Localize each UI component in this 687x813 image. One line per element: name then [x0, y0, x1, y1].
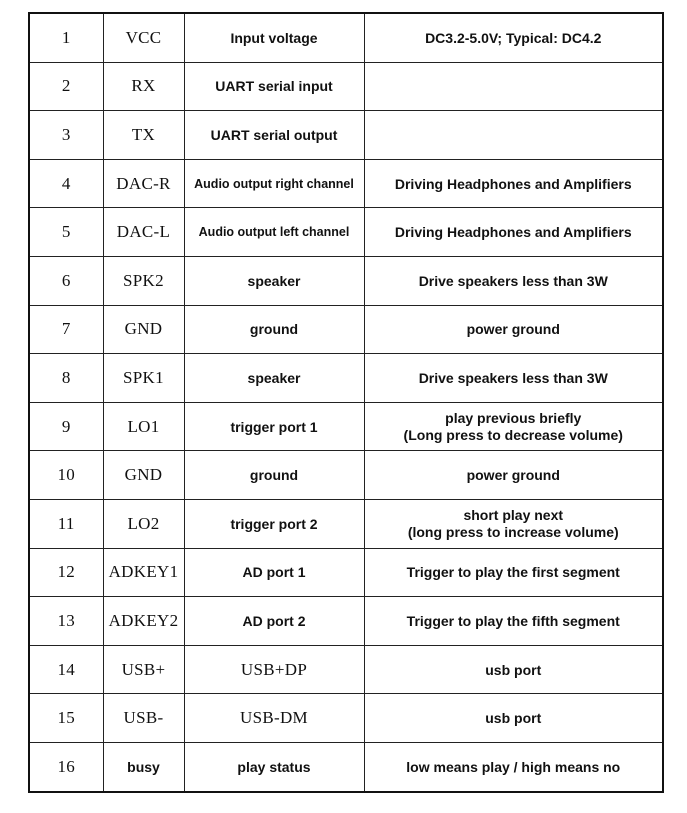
pin-number-cell: 8 — [29, 354, 103, 403]
pin-name-cell: DAC-L — [103, 208, 184, 257]
table-row — [29, 111, 663, 160]
description-line: short play next — [463, 506, 564, 523]
pin-function-cell: speaker — [184, 256, 364, 305]
pin-function-cell: ground — [184, 451, 364, 500]
pin-definition-table — [28, 12, 664, 793]
pin-number-cell: 11 — [29, 499, 103, 548]
pin-description-cell: power ground — [364, 451, 663, 500]
pin-table-body — [29, 13, 663, 792]
pin-description-cell — [364, 402, 663, 451]
table-row — [29, 13, 663, 62]
pin-number-cell: 13 — [29, 597, 103, 646]
pin-description-cell: usb port — [364, 645, 663, 694]
pin-name-cell: TX — [103, 111, 184, 160]
pin-function-cell: AD port 1 — [184, 548, 364, 597]
pin-description-cell: DC3.2-5.0V; Typical: DC4.2 — [364, 13, 663, 62]
pin-description-cell — [364, 499, 663, 548]
pin-number-cell: 3 — [29, 111, 103, 160]
table-row — [29, 402, 663, 451]
pin-description-cell: Driving Headphones and Amplifiers — [364, 159, 663, 208]
pin-number-cell: 12 — [29, 548, 103, 597]
description-line: (Long press to decrease volume) — [403, 426, 623, 443]
description-line: (long press to increase volume) — [407, 523, 619, 540]
pin-name-cell: USB+ — [103, 645, 184, 694]
table-row — [29, 451, 663, 500]
pin-description-cell — [364, 111, 663, 160]
pin-function-cell: UART serial output — [184, 111, 364, 160]
pin-number-cell: 9 — [29, 402, 103, 451]
pin-name-cell: LO1 — [103, 402, 184, 451]
pin-function-cell: USB+DP — [184, 645, 364, 694]
table-row — [29, 742, 663, 791]
pin-description-cell: Drive speakers less than 3W — [364, 354, 663, 403]
pin-function-cell: Input voltage — [184, 13, 364, 62]
pin-function-cell: play status — [184, 742, 364, 791]
pin-name-cell: VCC — [103, 13, 184, 62]
pin-name-cell: busy — [103, 742, 184, 791]
table-row — [29, 694, 663, 743]
pin-description-cell: usb port — [364, 694, 663, 743]
pin-name-cell: ADKEY1 — [103, 548, 184, 597]
pin-name-cell: GND — [103, 305, 184, 354]
pin-number-cell: 7 — [29, 305, 103, 354]
pin-description-cell: low means play / high means no — [364, 742, 663, 791]
pin-number-cell: 6 — [29, 256, 103, 305]
pin-function-cell: UART serial input — [184, 62, 364, 111]
pin-number-cell: 14 — [29, 645, 103, 694]
table-row — [29, 597, 663, 646]
table-row — [29, 305, 663, 354]
pin-name-cell: USB- — [103, 694, 184, 743]
table-row — [29, 499, 663, 548]
pin-description-cell — [364, 62, 663, 111]
pin-description-cell: Driving Headphones and Amplifiers — [364, 208, 663, 257]
pin-number-cell: 5 — [29, 208, 103, 257]
pin-name-cell: SPK1 — [103, 354, 184, 403]
pin-function-cell: speaker — [184, 354, 364, 403]
pin-function-cell: AD port 2 — [184, 597, 364, 646]
pin-number-cell: 1 — [29, 13, 103, 62]
table-row — [29, 159, 663, 208]
description-line: play previous briefly — [445, 409, 582, 426]
table-row — [29, 62, 663, 111]
pin-description-cell: Trigger to play the first segment — [364, 548, 663, 597]
pin-description-cell: power ground — [364, 305, 663, 354]
table-row — [29, 548, 663, 597]
pin-function-cell: ground — [184, 305, 364, 354]
pin-function-cell: trigger port 2 — [184, 499, 364, 548]
pin-name-cell: LO2 — [103, 499, 184, 548]
pin-name-cell: RX — [103, 62, 184, 111]
pin-number-cell: 4 — [29, 159, 103, 208]
pin-number-cell: 16 — [29, 742, 103, 791]
table-row — [29, 354, 663, 403]
pin-function-cell: trigger port 1 — [184, 402, 364, 451]
pin-description-cell: Drive speakers less than 3W — [364, 256, 663, 305]
pin-name-cell: ADKEY2 — [103, 597, 184, 646]
pin-name-cell: SPK2 — [103, 256, 184, 305]
pin-function-cell: USB-DM — [184, 694, 364, 743]
pin-function-cell: Audio output right channel — [184, 159, 364, 208]
table-row — [29, 256, 663, 305]
pin-name-cell: GND — [103, 451, 184, 500]
pin-description-cell: Trigger to play the fifth segment — [364, 597, 663, 646]
pin-name-cell: DAC-R — [103, 159, 184, 208]
pin-function-cell: Audio output left channel — [184, 208, 364, 257]
pin-number-cell: 2 — [29, 62, 103, 111]
pin-number-cell: 15 — [29, 694, 103, 743]
table-row — [29, 208, 663, 257]
table-row — [29, 645, 663, 694]
pin-number-cell: 10 — [29, 451, 103, 500]
